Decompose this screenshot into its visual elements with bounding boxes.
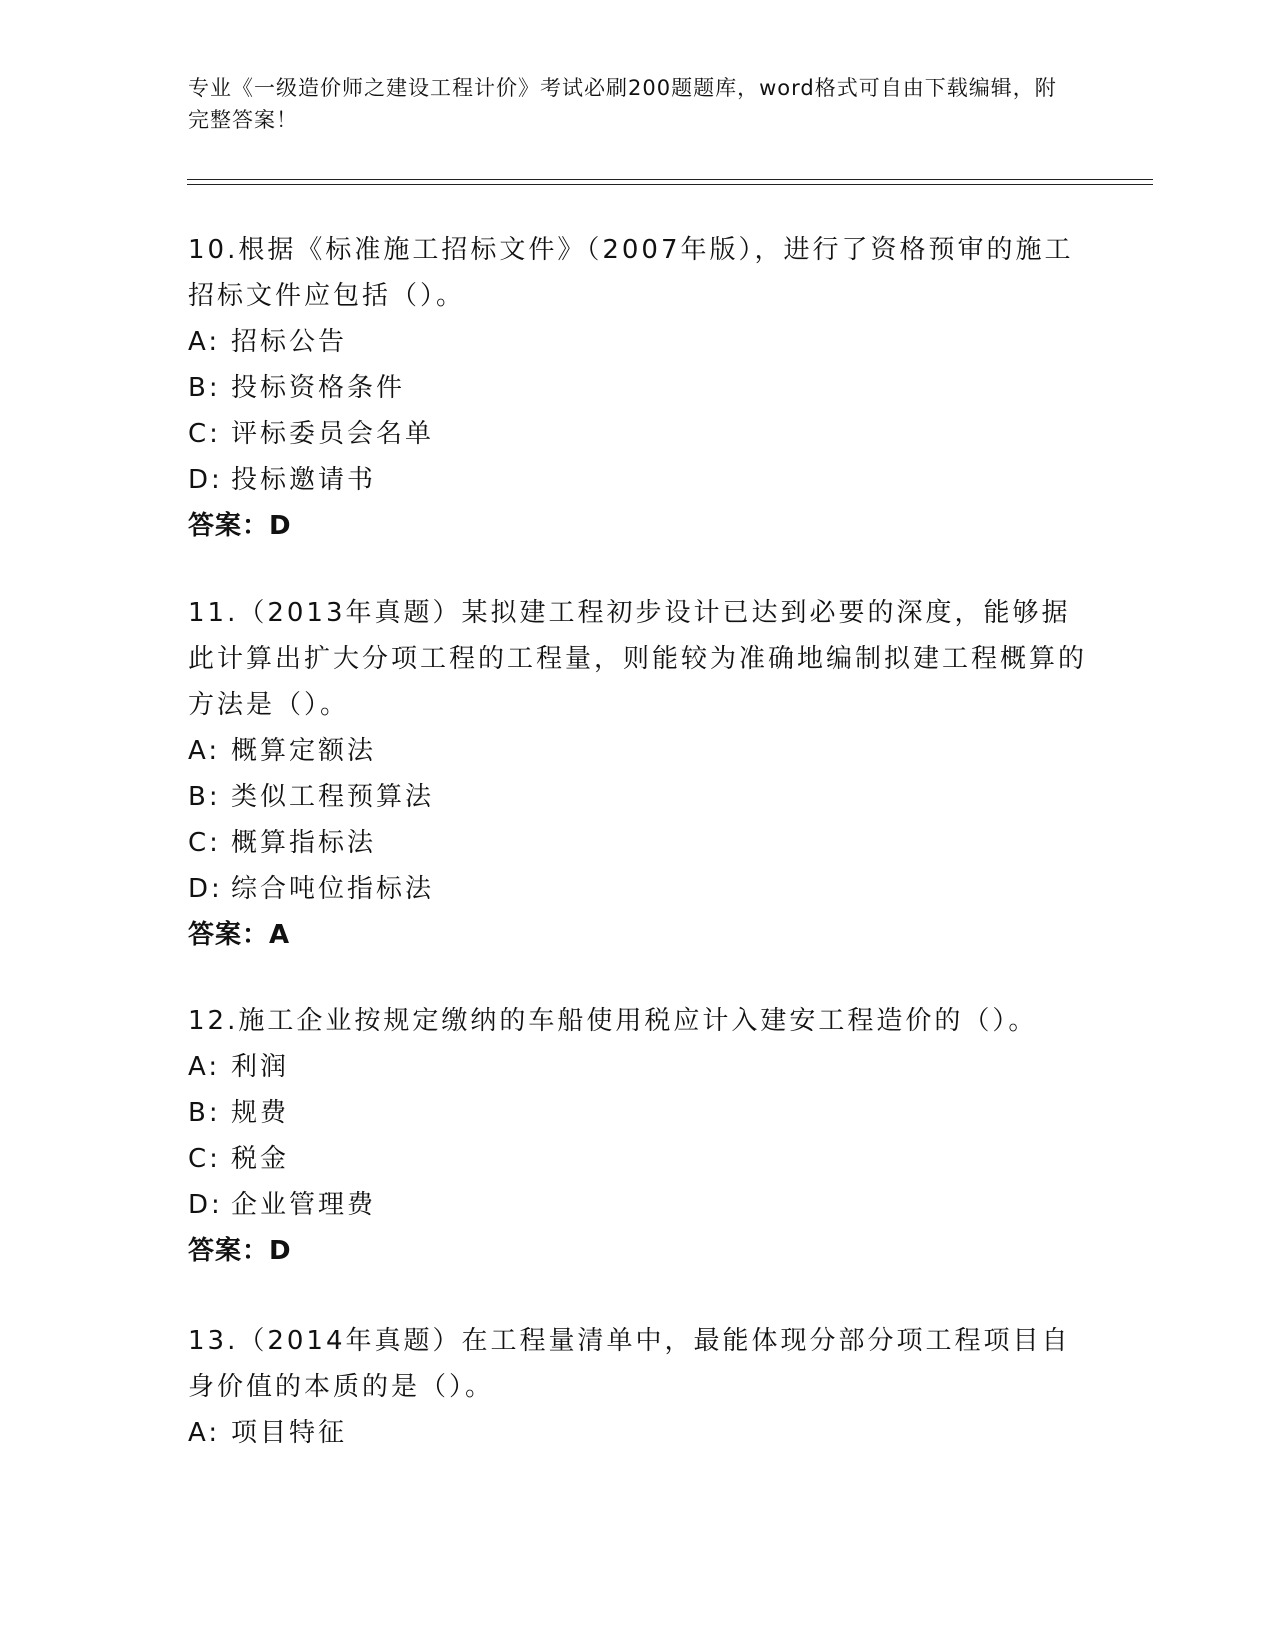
option-a: [188, 319, 1088, 365]
option-a: [188, 728, 1088, 774]
document-header: 专业《一级造价师之建设工程计价》考试必刷200题题库，word格式可自由下载编辑，附完整答案！: [188, 76, 1057, 132]
option-c: [188, 1136, 1088, 1182]
option-letter: D:: [188, 1190, 223, 1220]
option-text: 类似工程预算法: [231, 782, 435, 812]
option-text: 税金: [231, 1144, 290, 1174]
question-11: [188, 590, 1088, 958]
answer-line: 答案：A: [188, 920, 291, 950]
option-text: 企业管理费: [231, 1190, 377, 1220]
answer-line: 答案：D: [188, 1236, 292, 1266]
option-d: [188, 1182, 1088, 1228]
option-letter: B:: [188, 782, 221, 812]
option-b: [188, 1090, 1088, 1136]
question-stem: 12.施工企业按规定缴纳的车船使用税应计入建安工程造价的（）。: [188, 1006, 1038, 1036]
header-rule-top: [187, 179, 1153, 180]
option-text: 综合吨位指标法: [231, 874, 435, 904]
option-text: 概算指标法: [231, 828, 377, 858]
option-letter: A:: [188, 1418, 221, 1448]
option-d: [188, 457, 1088, 503]
option-letter: A:: [188, 1052, 221, 1082]
answer-line: 答案：D: [188, 511, 292, 541]
option-letter: D:: [188, 465, 223, 495]
question-12: [188, 998, 1088, 1274]
option-b: [188, 365, 1088, 411]
header-rule-bottom: [187, 184, 1153, 185]
option-letter: C:: [188, 1144, 221, 1174]
option-text: 投标邀请书: [231, 465, 377, 495]
question-stem: 11.（2013年真题）某拟建工程初步设计已达到必要的深度，能够据此计算出扩大分项工程的工程量，则能较为准确地编制拟建工程概算的方法是（）。: [188, 598, 1088, 720]
option-a: [188, 1044, 1088, 1090]
option-letter: A:: [188, 736, 221, 766]
option-text: 项目特征: [231, 1418, 348, 1448]
question-13: [188, 1318, 1088, 1456]
option-b: [188, 774, 1088, 820]
option-text: 规费: [231, 1098, 290, 1128]
option-text: 评标委员会名单: [231, 419, 435, 449]
option-letter: C:: [188, 419, 221, 449]
option-d: [188, 866, 1088, 912]
option-c: [188, 411, 1088, 457]
option-letter: D:: [188, 874, 223, 904]
option-text: 利润: [231, 1052, 290, 1082]
option-letter: A:: [188, 327, 221, 357]
option-text: 投标资格条件: [231, 373, 406, 403]
option-letter: B:: [188, 1098, 221, 1128]
question-10: [188, 227, 1088, 549]
option-a: [188, 1410, 1088, 1456]
option-text: 招标公告: [231, 327, 348, 357]
option-letter: C:: [188, 828, 221, 858]
question-stem: 13.（2014年真题）在工程量清单中，最能体现分部分项工程项目自身价值的本质的是（）。: [188, 1326, 1071, 1402]
option-text: 概算定额法: [231, 736, 377, 766]
option-letter: B:: [188, 373, 221, 403]
option-c: [188, 820, 1088, 866]
question-stem: 10.根据《标准施工招标文件》（2007年版），进行了资格预审的施工招标文件应包括（）。: [188, 235, 1074, 311]
